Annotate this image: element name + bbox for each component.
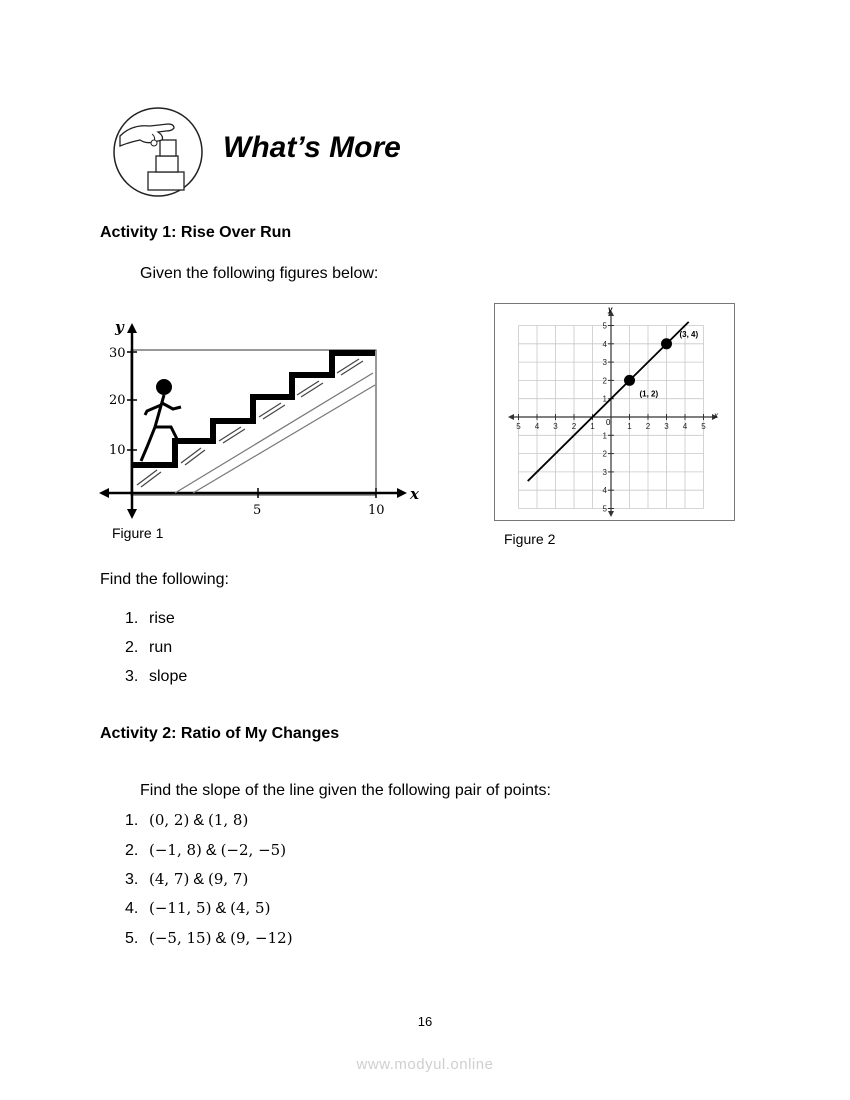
list-item bbox=[125, 668, 187, 686]
ampersand: & bbox=[205, 842, 217, 859]
fig2-x-tick-label: 3 bbox=[553, 422, 558, 431]
list-item-number: 3. bbox=[125, 871, 139, 888]
figure1-caption: Figure 1 bbox=[112, 525, 164, 541]
activity-icon bbox=[112, 106, 204, 198]
watermark: www.modyul.online bbox=[356, 1056, 494, 1073]
find-prompt: Find the following: bbox=[100, 571, 229, 588]
list-item bbox=[125, 929, 293, 948]
point-a: (0, 2) bbox=[149, 811, 190, 829]
fig2-x-label: x bbox=[714, 411, 718, 420]
fig2-y-tick-label: 5 bbox=[602, 504, 607, 514]
point-a: (4, 7) bbox=[149, 870, 190, 888]
list-item bbox=[125, 841, 286, 860]
list-item-number: 1. bbox=[125, 812, 139, 829]
list-item-text: run bbox=[149, 639, 173, 656]
ampersand: & bbox=[193, 812, 204, 829]
list-item-number: 2. bbox=[125, 639, 139, 656]
list-item bbox=[125, 639, 172, 657]
fig2-y-label: y bbox=[608, 305, 613, 314]
point-a: (−1, 8) bbox=[149, 841, 202, 859]
point-b: (4, 5) bbox=[230, 899, 271, 917]
list-item-number: 4. bbox=[125, 900, 139, 917]
point-b: (9, 7) bbox=[208, 870, 249, 888]
fig2-x-tick-label: 3 bbox=[664, 422, 669, 431]
page-title: What’s More bbox=[223, 131, 401, 164]
point-b: (1, 8) bbox=[208, 811, 249, 829]
list-item bbox=[125, 811, 248, 830]
figure1-staircase-graph bbox=[95, 315, 425, 525]
point-b: (−2, −5) bbox=[220, 841, 287, 859]
figure2-line-graph bbox=[494, 303, 735, 521]
point-a: (−11, 5) bbox=[149, 899, 212, 917]
fig2-point-label: (1, 2) bbox=[639, 389, 659, 399]
fig2-y-tick-label: 3 bbox=[602, 358, 607, 368]
fig2-y-tick-label: 2 bbox=[602, 376, 607, 386]
fig1-y-tick-30: 30 bbox=[109, 346, 126, 361]
list-item bbox=[125, 899, 270, 918]
point-b: (9, −12) bbox=[230, 929, 293, 947]
activity2-intro: Find the slope of the line given the following pair of points: bbox=[140, 782, 551, 799]
fig2-y-tick-label: 3 bbox=[602, 467, 607, 477]
list-item bbox=[125, 610, 175, 628]
list-item-number: 3. bbox=[125, 668, 139, 685]
figure2-caption: Figure 2 bbox=[504, 531, 556, 547]
fig2-origin-label: 0 bbox=[606, 418, 611, 427]
list-item-text: rise bbox=[149, 610, 175, 627]
list-item-number: 5. bbox=[125, 930, 139, 947]
activity1-title: Activity 1: Rise Over Run bbox=[100, 224, 292, 241]
ampersand: & bbox=[215, 930, 227, 947]
point-a: (−5, 15) bbox=[149, 929, 212, 947]
list-item-number: 1. bbox=[125, 610, 139, 627]
fig2-y-tick-label: 1 bbox=[602, 431, 607, 441]
fig1-x-label: x bbox=[410, 485, 419, 503]
activity2-title: Activity 2: Ratio of My Changes bbox=[100, 725, 340, 742]
fig1-x-tick-5: 5 bbox=[253, 503, 262, 518]
fig2-x-tick-label: 2 bbox=[645, 422, 651, 431]
fig1-y-tick-10: 10 bbox=[109, 443, 126, 458]
fig2-x-tick-label: 4 bbox=[682, 422, 688, 431]
fig2-y-tick-label: 4 bbox=[602, 339, 607, 349]
fig1-y-label: y bbox=[115, 318, 124, 336]
fig2-x-tick-label: 2 bbox=[571, 422, 577, 431]
fig2-x-tick-label: 5 bbox=[701, 422, 706, 431]
fig2-point-label: (3, 4) bbox=[679, 329, 699, 339]
fig1-y-tick-20: 20 bbox=[109, 393, 126, 408]
fig2-y-tick-label: 2 bbox=[602, 449, 607, 459]
fig2-x-tick-label: 4 bbox=[534, 422, 540, 431]
fig2-y-tick-label: 4 bbox=[602, 486, 607, 496]
list-item bbox=[125, 870, 248, 889]
fig2-point bbox=[661, 338, 672, 349]
fig1-x-tick-10: 10 bbox=[368, 503, 385, 518]
fig2-x-tick-label: 1 bbox=[590, 422, 595, 431]
fig2-point bbox=[624, 375, 635, 386]
list-item-text: slope bbox=[149, 668, 188, 685]
fig2-y-tick-label: 5 bbox=[602, 321, 607, 331]
fig2-x-tick-label: 5 bbox=[516, 422, 521, 431]
page-number: 16 bbox=[417, 1014, 433, 1029]
fig2-x-tick-label: 1 bbox=[627, 422, 632, 431]
fig2-y-tick-label: 1 bbox=[602, 394, 607, 404]
activity1-intro: Given the following figures below: bbox=[140, 265, 379, 282]
ampersand: & bbox=[215, 900, 227, 917]
list-item-number: 2. bbox=[125, 842, 139, 859]
ampersand: & bbox=[193, 871, 204, 888]
